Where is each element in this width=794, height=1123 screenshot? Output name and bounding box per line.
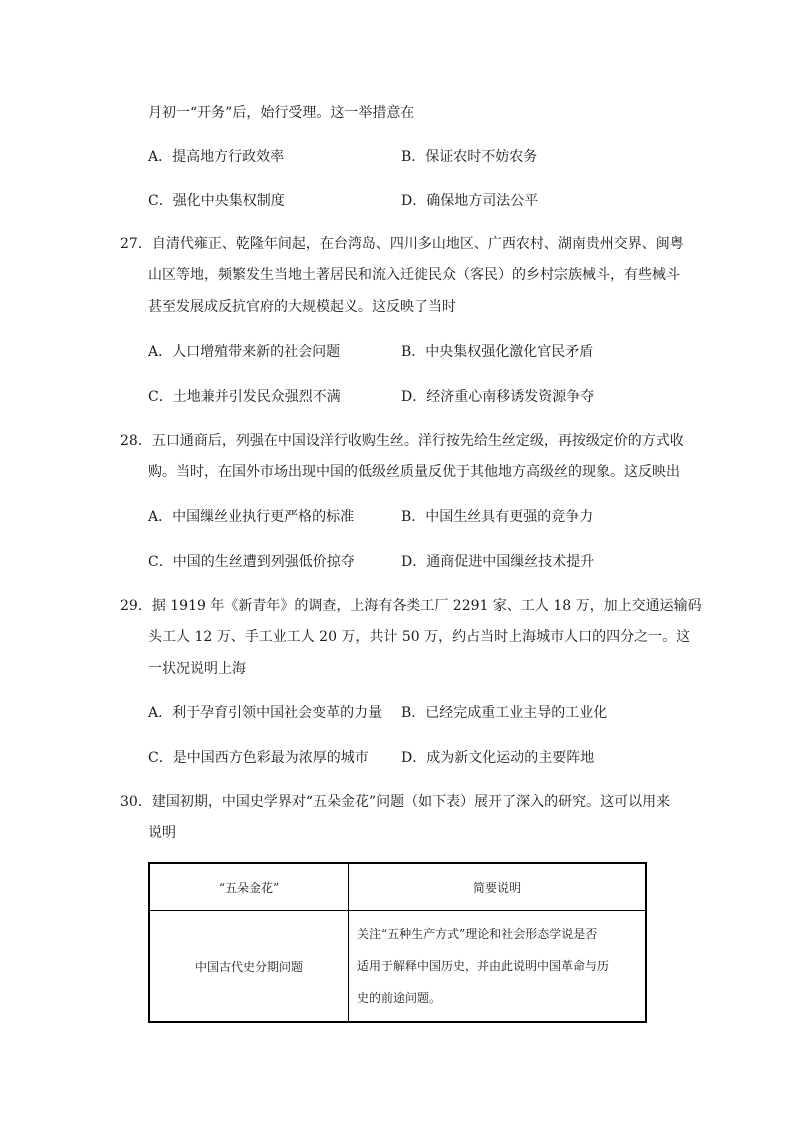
q26-text-line: 月初一“开务”后，始行受理。这一举措意在 xyxy=(148,105,415,121)
q29-stem-line-2: 头工人 12 万、手工业工人 20 万，共计 50 万，约占当时上海城市人口的四分之一。这 xyxy=(148,629,691,645)
q28-option-b[interactable] xyxy=(401,507,593,527)
option-text: 是中国西方色彩最为浓厚的城市 xyxy=(172,750,369,766)
option-letter: A． xyxy=(148,149,173,165)
desc-line-1: 关注“五种生产方式”理论和社会形态学说是否 xyxy=(357,927,598,941)
q26-option-d[interactable] xyxy=(401,191,538,211)
option-letter: C． xyxy=(148,554,173,570)
table-header-desc: 简要说明 xyxy=(349,863,647,911)
desc-line-3: 史的前途问题。 xyxy=(357,991,442,1005)
q26-option-c[interactable] xyxy=(148,191,285,211)
q30-stem-line-1: 30．建国初期，中国史学界对“五朵金花”问题（如下表）展开了深入的研究。这可以用来 xyxy=(120,794,671,810)
table-cell-topic: 中国古代史分期问题 xyxy=(149,911,349,1023)
q27-option-b[interactable] xyxy=(401,342,593,362)
option-letter: B． xyxy=(401,705,426,721)
option-text: 中国缫丝业执行更严格的标准 xyxy=(172,509,355,525)
option-text: 强化中央集权制度 xyxy=(172,193,285,209)
option-letter: C． xyxy=(148,389,173,405)
q28-stem-line-2: 购。当时，在国外市场出现中国的低级丝质量反优于其他地方高级丝的现象。这反映出 xyxy=(148,464,680,480)
option-letter: B． xyxy=(401,149,426,165)
option-text: 中国的生丝遭到列强低价掠夺 xyxy=(172,554,355,570)
option-text: 提高地方行政效率 xyxy=(172,149,285,165)
q29-option-b[interactable] xyxy=(401,703,607,723)
option-text: 中央集权强化激化官民矛盾 xyxy=(425,344,594,360)
option-text: 经济重心南移诱发资源争夺 xyxy=(426,389,595,405)
option-letter: B． xyxy=(401,509,426,525)
q28-option-d[interactable] xyxy=(401,552,594,572)
option-text: 人口增殖带来新的社会问题 xyxy=(172,344,341,360)
option-letter: D． xyxy=(401,750,427,766)
table-header-topic: “五朵金花” xyxy=(149,863,349,911)
q29-stem-line-1: 29．据 1919 年《新青年》的调查，上海有各类工厂 2291 家、工人 18 万，加上交通运输码 xyxy=(120,598,702,614)
desc-line-2: 适用于解释中国历史，并由此说明中国革命与历 xyxy=(357,959,610,973)
q27-stem-line-2: 山区等地，频繁发生当地土著居民和流入迁徙民众（客民）的乡村宗族械斗，有些械斗 xyxy=(148,267,680,283)
q27-option-c[interactable] xyxy=(148,387,341,407)
option-letter: B． xyxy=(401,344,426,360)
option-letter: A． xyxy=(148,509,173,525)
five-golden-flowers-table xyxy=(148,862,647,1023)
option-text: 成为新文化运动的主要阵地 xyxy=(426,750,595,766)
option-text: 利于孕育引领中国社会变革的力量 xyxy=(172,705,383,721)
q29-option-d[interactable] xyxy=(401,748,594,768)
option-letter: A． xyxy=(148,344,173,360)
q27-option-d[interactable] xyxy=(401,387,594,407)
q27-stem-line-1: 27．自清代雍正、乾隆年间起，在台湾岛、四川多山地区、广西农村、湖南贵州交界、闽粤 xyxy=(120,236,684,252)
q29-stem-line-3: 一状况说明上海 xyxy=(148,661,246,677)
table-row xyxy=(149,911,646,1023)
q29-option-a[interactable] xyxy=(148,703,382,723)
option-text: 已经完成重工业主导的工业化 xyxy=(425,705,608,721)
option-letter: C． xyxy=(148,750,173,766)
q26-option-a[interactable] xyxy=(148,147,284,167)
option-text: 确保地方司法公平 xyxy=(426,193,539,209)
table-cell-desc xyxy=(349,911,647,1023)
option-text: 中国生丝具有更强的竞争力 xyxy=(425,509,594,525)
q28-option-c[interactable] xyxy=(148,552,355,572)
option-letter: D． xyxy=(401,554,427,570)
q26-option-b[interactable] xyxy=(401,147,537,167)
q27-option-a[interactable] xyxy=(148,342,340,362)
option-letter: D． xyxy=(401,389,427,405)
option-letter: D． xyxy=(401,193,427,209)
option-letter: C． xyxy=(148,193,173,209)
q28-option-a[interactable] xyxy=(148,507,354,527)
q28-stem-line-1: 28．五口通商后，列强在中国设洋行收购生丝。洋行按先给生丝定级，再按级定价的方式收 xyxy=(120,433,684,449)
q27-stem-line-3: 甚至发展成反抗官府的大规模起义。这反映了当时 xyxy=(148,299,456,315)
option-text: 土地兼并引发民众强烈不满 xyxy=(172,389,341,405)
q30-stem-line-2: 说明 xyxy=(148,825,176,841)
option-text: 通商促进中国缫丝技术提升 xyxy=(426,554,595,570)
option-text: 保证农时不妨农务 xyxy=(425,149,538,165)
option-letter: A． xyxy=(148,705,173,721)
q29-option-c[interactable] xyxy=(148,748,369,768)
table-header-row xyxy=(149,863,646,911)
